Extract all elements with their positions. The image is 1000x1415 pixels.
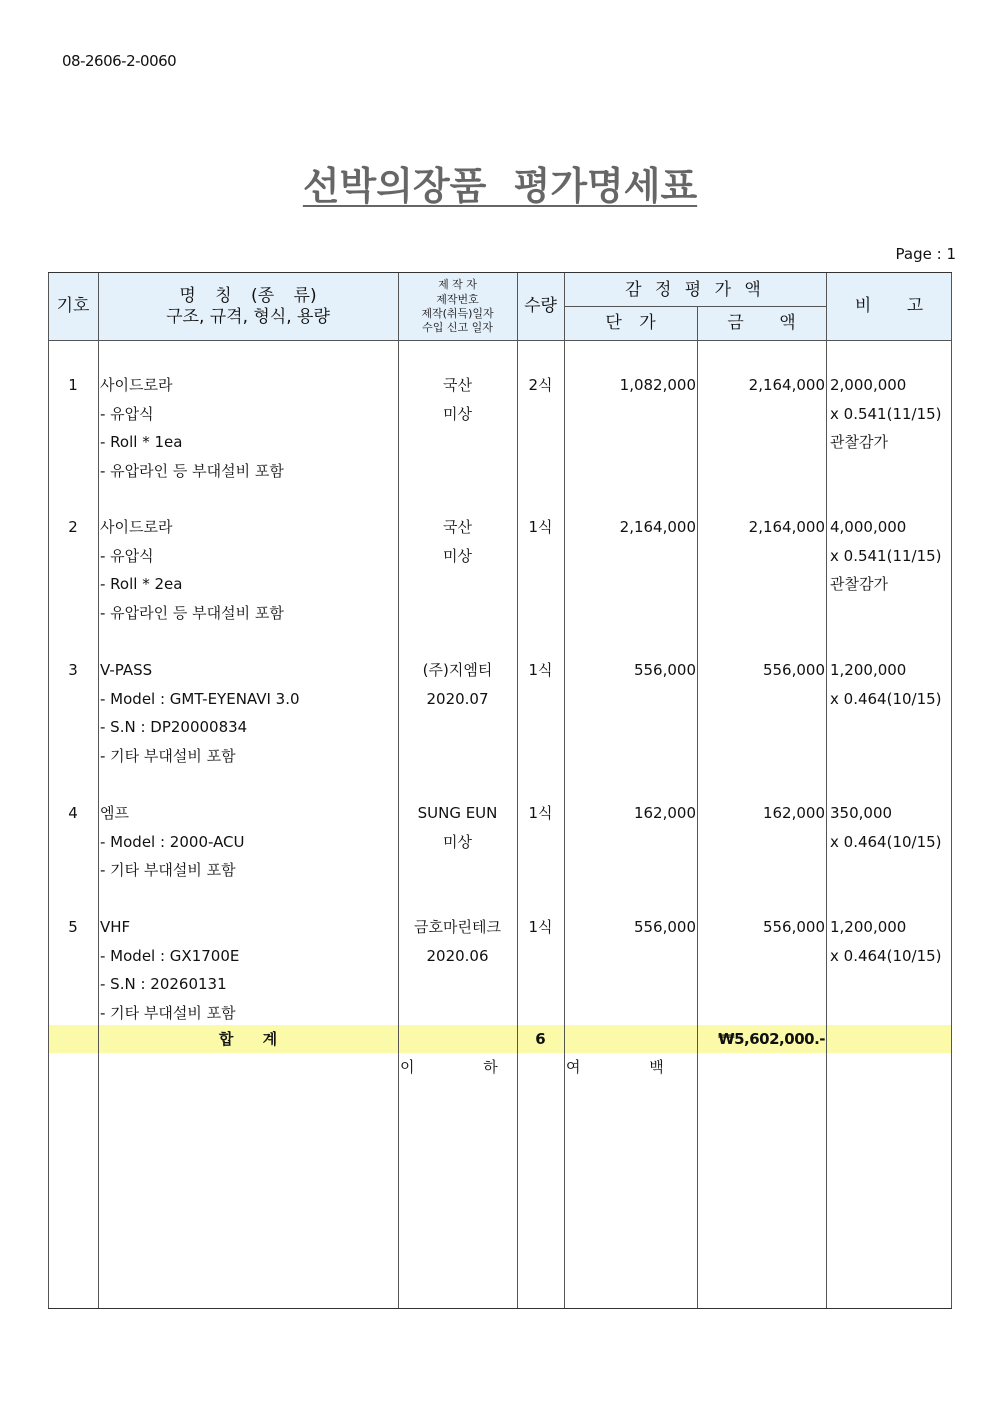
item-name-line: - 유압식 bbox=[100, 546, 154, 565]
header-maker-line: 수입 신고 일자 bbox=[422, 321, 493, 335]
item-remarks bbox=[830, 371, 942, 457]
item-maker-line: (주)지엠티 bbox=[422, 661, 493, 679]
item-name-line: VHF bbox=[100, 918, 131, 936]
blank-note-left: 이 하 bbox=[400, 1058, 498, 1076]
item-unit-price: 162,000 bbox=[633, 804, 696, 822]
item-qty: 1식 bbox=[528, 918, 553, 936]
item-maker-line: 미상 bbox=[443, 832, 472, 851]
item-maker bbox=[398, 656, 517, 713]
item-remark-line: x 0.541(11/15) bbox=[830, 404, 942, 423]
header-maker-line: 제 작 자 bbox=[438, 278, 477, 292]
item-name-line: - S.N : DP20000834 bbox=[100, 718, 248, 736]
item-maker-line: SUNG EUN bbox=[417, 804, 498, 822]
item-unit-price: 556,000 bbox=[633, 918, 696, 936]
item-amount: 2,164,000 bbox=[748, 376, 825, 394]
item-name-line: 사이드로라 bbox=[100, 376, 173, 394]
item-maker-line: 금호마린테크 bbox=[414, 918, 501, 936]
item-name-line: - 유압식 bbox=[100, 404, 154, 423]
item-qty: 1식 bbox=[528, 518, 553, 536]
item-code: 4 bbox=[68, 804, 78, 822]
header-name-line2: 구조, 규격, 형식, 용량 bbox=[166, 307, 330, 327]
item-amount: 162,000 bbox=[762, 804, 825, 822]
item-name-line: - 유압라인 등 부대설비 포함 bbox=[100, 603, 284, 622]
page-number: Page : 1 bbox=[895, 245, 956, 263]
document-number: 08-2606-2-0060 bbox=[62, 52, 177, 70]
item-remarks bbox=[830, 913, 942, 970]
header-maker bbox=[398, 277, 517, 337]
header-name bbox=[98, 281, 398, 333]
item-unit-price: 556,000 bbox=[633, 661, 696, 679]
item-remark-line: 1,200,000 bbox=[830, 661, 907, 679]
item-name-line: - 기타 부대설비 포함 bbox=[100, 746, 236, 765]
header-maker-line: 제작번호 bbox=[436, 292, 479, 306]
item-remark-line: 관찰감가 bbox=[830, 433, 888, 451]
item-remark-line: x 0.464(10/15) bbox=[830, 946, 942, 965]
item-remarks bbox=[830, 799, 942, 856]
item-name-line: - S.N : 20260131 bbox=[100, 975, 227, 993]
item-maker-line: 2020.06 bbox=[426, 946, 489, 965]
item-code: 3 bbox=[68, 661, 78, 679]
header-unit-price: 단 가 bbox=[605, 313, 656, 334]
item-maker bbox=[398, 799, 517, 856]
item-remark-line: x 0.464(10/15) bbox=[830, 689, 942, 708]
table-header bbox=[48, 273, 952, 341]
item-maker-line: 국산 bbox=[443, 376, 472, 394]
page-title-text: 선박의장품 평가명세표 bbox=[302, 164, 698, 208]
item-remarks bbox=[830, 513, 942, 599]
header-appraisal: 감 정 평 가 액 bbox=[625, 280, 765, 301]
header-amount: 금 액 bbox=[727, 313, 796, 334]
item-maker bbox=[398, 913, 517, 970]
blank-note-right: 여 백 bbox=[566, 1058, 664, 1076]
item-amount: 2,164,000 bbox=[748, 518, 825, 536]
item-name-line: - Model : GMT-EYENAVI 3.0 bbox=[100, 689, 300, 708]
header-code: 기호 bbox=[56, 295, 90, 316]
total-amount: ₩5,602,000.- bbox=[718, 1030, 825, 1048]
page-title bbox=[0, 155, 1000, 210]
item-maker-line: 미상 bbox=[443, 404, 472, 423]
item-unit-price: 2,164,000 bbox=[619, 518, 696, 536]
header-name-line1: 명 칭 (종 류) bbox=[179, 285, 317, 306]
total-label: 합 계 bbox=[218, 1030, 278, 1048]
item-name-line: 엠프 bbox=[100, 804, 129, 822]
item-amount: 556,000 bbox=[762, 661, 825, 679]
item-code: 1 bbox=[68, 376, 78, 394]
item-name-line: - Model : GX1700E bbox=[100, 946, 240, 965]
item-remark-line: 4,000,000 bbox=[830, 518, 907, 536]
item-remark-line: 2,000,000 bbox=[830, 376, 907, 394]
item-name bbox=[100, 513, 284, 627]
item-name-line: - Model : 2000-ACU bbox=[100, 832, 245, 851]
item-name bbox=[100, 656, 300, 770]
item-name bbox=[100, 913, 239, 1027]
item-name-line: - Roll * 2ea bbox=[100, 575, 183, 593]
item-name-line: V-PASS bbox=[100, 661, 153, 679]
item-maker bbox=[398, 371, 517, 428]
item-remark-line: x 0.541(11/15) bbox=[830, 546, 942, 565]
item-qty: 2식 bbox=[528, 376, 553, 394]
appraisal-table bbox=[48, 272, 952, 1309]
item-remark-line: x 0.464(10/15) bbox=[830, 832, 942, 851]
header-qty: 수량 bbox=[524, 295, 557, 316]
item-name-line: - Roll * 1ea bbox=[100, 433, 183, 451]
item-code: 5 bbox=[68, 918, 78, 936]
item-name-line: - 유압라인 등 부대설비 포함 bbox=[100, 461, 284, 480]
header-remarks: 비 고 bbox=[854, 295, 924, 316]
item-code: 2 bbox=[68, 518, 78, 536]
item-name bbox=[100, 371, 284, 485]
item-name-line: - 기타 부대설비 포함 bbox=[100, 861, 236, 879]
item-name-line: 사이드로라 bbox=[100, 518, 173, 536]
header-maker-line: 제작(취득)일자 bbox=[421, 307, 494, 320]
item-maker bbox=[398, 513, 517, 570]
item-qty: 1식 bbox=[528, 804, 553, 822]
item-remark-line: 350,000 bbox=[830, 804, 893, 822]
item-name bbox=[100, 799, 245, 885]
item-name-line: - 기타 부대설비 포함 bbox=[100, 1003, 236, 1022]
item-remark-line: 1,200,000 bbox=[830, 918, 907, 936]
item-maker-line: 미상 bbox=[443, 546, 472, 565]
item-qty: 1식 bbox=[528, 661, 553, 679]
total-qty: 6 bbox=[535, 1030, 546, 1048]
item-maker-line: 국산 bbox=[443, 518, 472, 536]
item-remarks bbox=[830, 656, 942, 713]
item-maker-line: 2020.07 bbox=[426, 689, 489, 708]
item-unit-price: 1,082,000 bbox=[619, 376, 696, 394]
item-remark-line: 관찰감가 bbox=[830, 575, 888, 593]
item-amount: 556,000 bbox=[762, 918, 825, 936]
